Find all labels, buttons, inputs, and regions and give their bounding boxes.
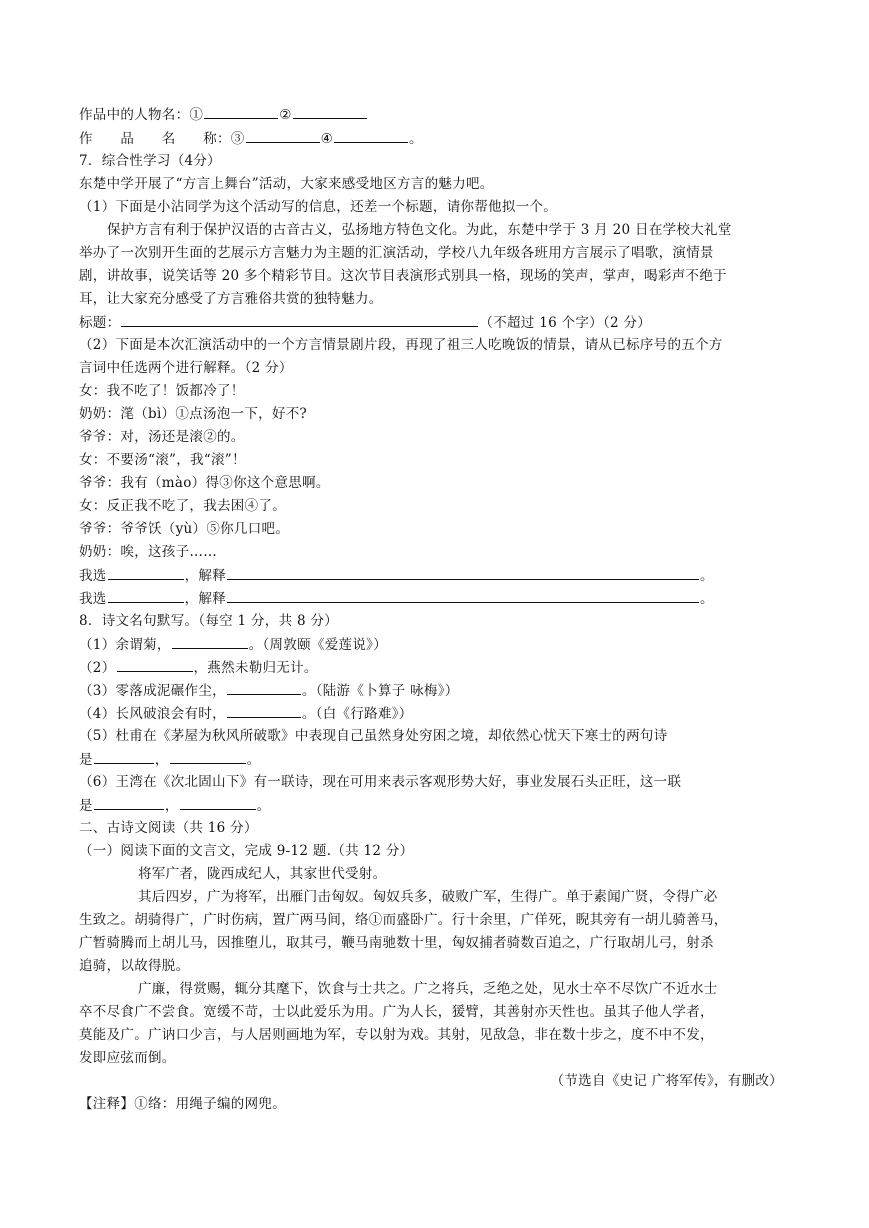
q7-part1-prompt: （1）下面是小沾同学为这个活动写的信息，还差一个标题，请你帮他拟一个。 — [79, 199, 558, 215]
dialogue-line: 奶奶：滗（bì）①点汤泡一下，好不? — [79, 406, 308, 422]
q8-title: 8．诗文名句默写。（每空 1 分，共 8 分） — [79, 613, 339, 629]
section2-sub1: （一）阅读下面的文言文，完成 9-12 题.（共 12 分） — [79, 843, 414, 859]
blank-name-1[interactable] — [204, 104, 278, 119]
q6-names-line: 作品中的人物名：① ② — [79, 104, 787, 125]
blank-q8-5b[interactable] — [170, 749, 246, 764]
classical-text-line: 莫能及广。广讷口少言，与人居则画地为军，专以射为戏。其射，见敌急，非在数十步之，度不中不发， — [79, 1027, 714, 1043]
dialogue-line: 女：我不吃了！饭都冷了！ — [79, 383, 245, 399]
choice-line-1: 我选 ，解释 。 — [79, 565, 787, 586]
q7-part2-prompt: （2）下面是本次汇演活动中的一个方言情景剧片段，再现了祖三人吃晚饭的情景，请从已标序号的五个方 — [79, 337, 723, 353]
classical-text-line: 广廉，得赏赐，辄分其麾下，饮食与士共之。广之将兵，乏绝之处，见水士卒不尽饮广不近水士 — [138, 981, 718, 997]
dialogue-line: 爷爷：爷爷饫（yù）⑤你几口吧。 — [79, 521, 290, 537]
q8-item-6-answer: 是 ， 。 — [79, 795, 787, 816]
blank-q8-3[interactable] — [227, 680, 301, 695]
q7-intro: 东楚中学开展了“方言上舞台”活动，大家来感受地区方言的魅力吧。 — [79, 176, 494, 192]
q7-part2-prompt: 言词中任选两个进行解释。（2 分） — [79, 360, 293, 376]
dialogue-line: 奶奶：唉，这孩子…… — [79, 544, 217, 560]
q8-item-5: （5）杜甫在《茅屋为秋风所破歌》中表现自己虽然身处穷困之境，却依然心忧天下寒士的两句诗 — [79, 728, 668, 744]
dialogue-line: 女：反正我不吃了，我去困④了。 — [79, 498, 286, 514]
q8-item-4: （4）长风破浪会有时， 。（白《行路难》） — [79, 703, 787, 724]
blank-title-answer[interactable] — [121, 312, 478, 327]
annotation-note: 【注释】①络：用绳子编的网兜。 — [79, 1096, 286, 1112]
classical-text-line: 广暂骑腾而上胡儿马，因推堕儿，取其弓，鞭马南驰数十里，匈奴捕者骑数百追之，广行取胡儿弓，射杀 — [79, 935, 714, 951]
blank-q8-6b[interactable] — [180, 795, 256, 810]
q6-works-line: 作 品 名 称：③ ④ 。 — [79, 128, 787, 149]
q7-passage-line: 举办了一次别开生面的艺展示方言魅力为主题的汇演活动，学校八九年级各班用方言展示了唱歌，演情景 — [79, 245, 714, 261]
choice-line-2: 我选 ，解释 。 — [79, 588, 787, 609]
blank-choice-2[interactable] — [108, 588, 184, 603]
blank-explain-2[interactable] — [227, 588, 699, 603]
dialogue-line: 女：不要汤“滚”，我“滚”！ — [79, 452, 246, 468]
q7-passage-line: 耳，让大家充分感受了方言雅俗共赏的独特魅力。 — [79, 291, 383, 307]
blank-choice-1[interactable] — [108, 565, 184, 580]
blank-q8-2[interactable] — [117, 657, 193, 672]
classical-text-line: 将军广者，陇西成纪人，其家世代受射。 — [138, 866, 387, 882]
blank-q8-6a[interactable] — [94, 795, 164, 810]
classical-text-line: 追骑，以故得脱。 — [79, 958, 190, 974]
dialogue-line: 爷爷：对，汤还是滚②的。 — [79, 429, 245, 445]
q8-item-3: （3）零落成泥碾作尘， 。（陆游《卜算子 咏梅》） — [79, 680, 787, 701]
classical-text-line: 生致之。胡骑得广，广时伤病，置广两马间，络①而盛卧广。行十余里，广佯死，睨其旁有一胡儿骑善马， — [79, 912, 728, 928]
q8-item-1: （1）余谓菊， 。（周敦颐《爱莲说》） — [79, 634, 787, 655]
q8-item-2: （2） ，燕然未勒归无计。 — [79, 657, 787, 678]
q7-title: 7．综合性学习（4分） — [79, 153, 221, 169]
classical-text-line: 卒不尽食广不尝食。宽缓不苛，士以此爱乐为用。广为人长，猨臂，其善射亦天性也。虽其子他人学者， — [79, 1004, 714, 1020]
source-citation: （节选自《史记 广将军传》，有删改） — [550, 1073, 783, 1089]
blank-work-3[interactable] — [246, 128, 320, 143]
blank-q8-5a[interactable] — [94, 749, 154, 764]
q7-passage-line: 剧，讲故事，说笑话等 20 多个精彩节目。这次节目表演形式别具一格，现场的笑声，掌声，喝彩声不绝于 — [79, 268, 727, 284]
blank-work-4[interactable] — [334, 128, 408, 143]
blank-name-2[interactable] — [293, 104, 367, 119]
blank-explain-1[interactable] — [227, 565, 699, 580]
q8-item-5-answer: 是 ， 。 — [79, 749, 787, 770]
blank-q8-4[interactable] — [227, 703, 301, 718]
classical-text-line: 其后四岁，广为将军，出雁门击匈奴。匈奴兵多，破败广军，生得广。单于素闻广贤，令得广必 — [138, 889, 718, 905]
q7-passage-line: 保护方言有利于保护汉语的古音古义，弘扬地方特色文化。为此，东楚中学于 3 月 20 日在学校大礼堂 — [107, 222, 732, 238]
q7-title-answer-line: 标题： （不超过 16 个字）（2 分） — [79, 312, 787, 333]
q8-item-6: （6）王湾在《次北固山下》有一联诗，现在可用来表示客观形势大好，事业发展石头正旺，这一联 — [79, 774, 682, 790]
classical-text-line: 发即应弦而倒。 — [79, 1050, 176, 1066]
section2-title: 二、古诗文阅读（共 16 分） — [79, 820, 258, 836]
blank-q8-1[interactable] — [172, 634, 248, 649]
dialogue-line: 爷爷：我有（mào）得③你这个意思啊。 — [79, 475, 330, 491]
